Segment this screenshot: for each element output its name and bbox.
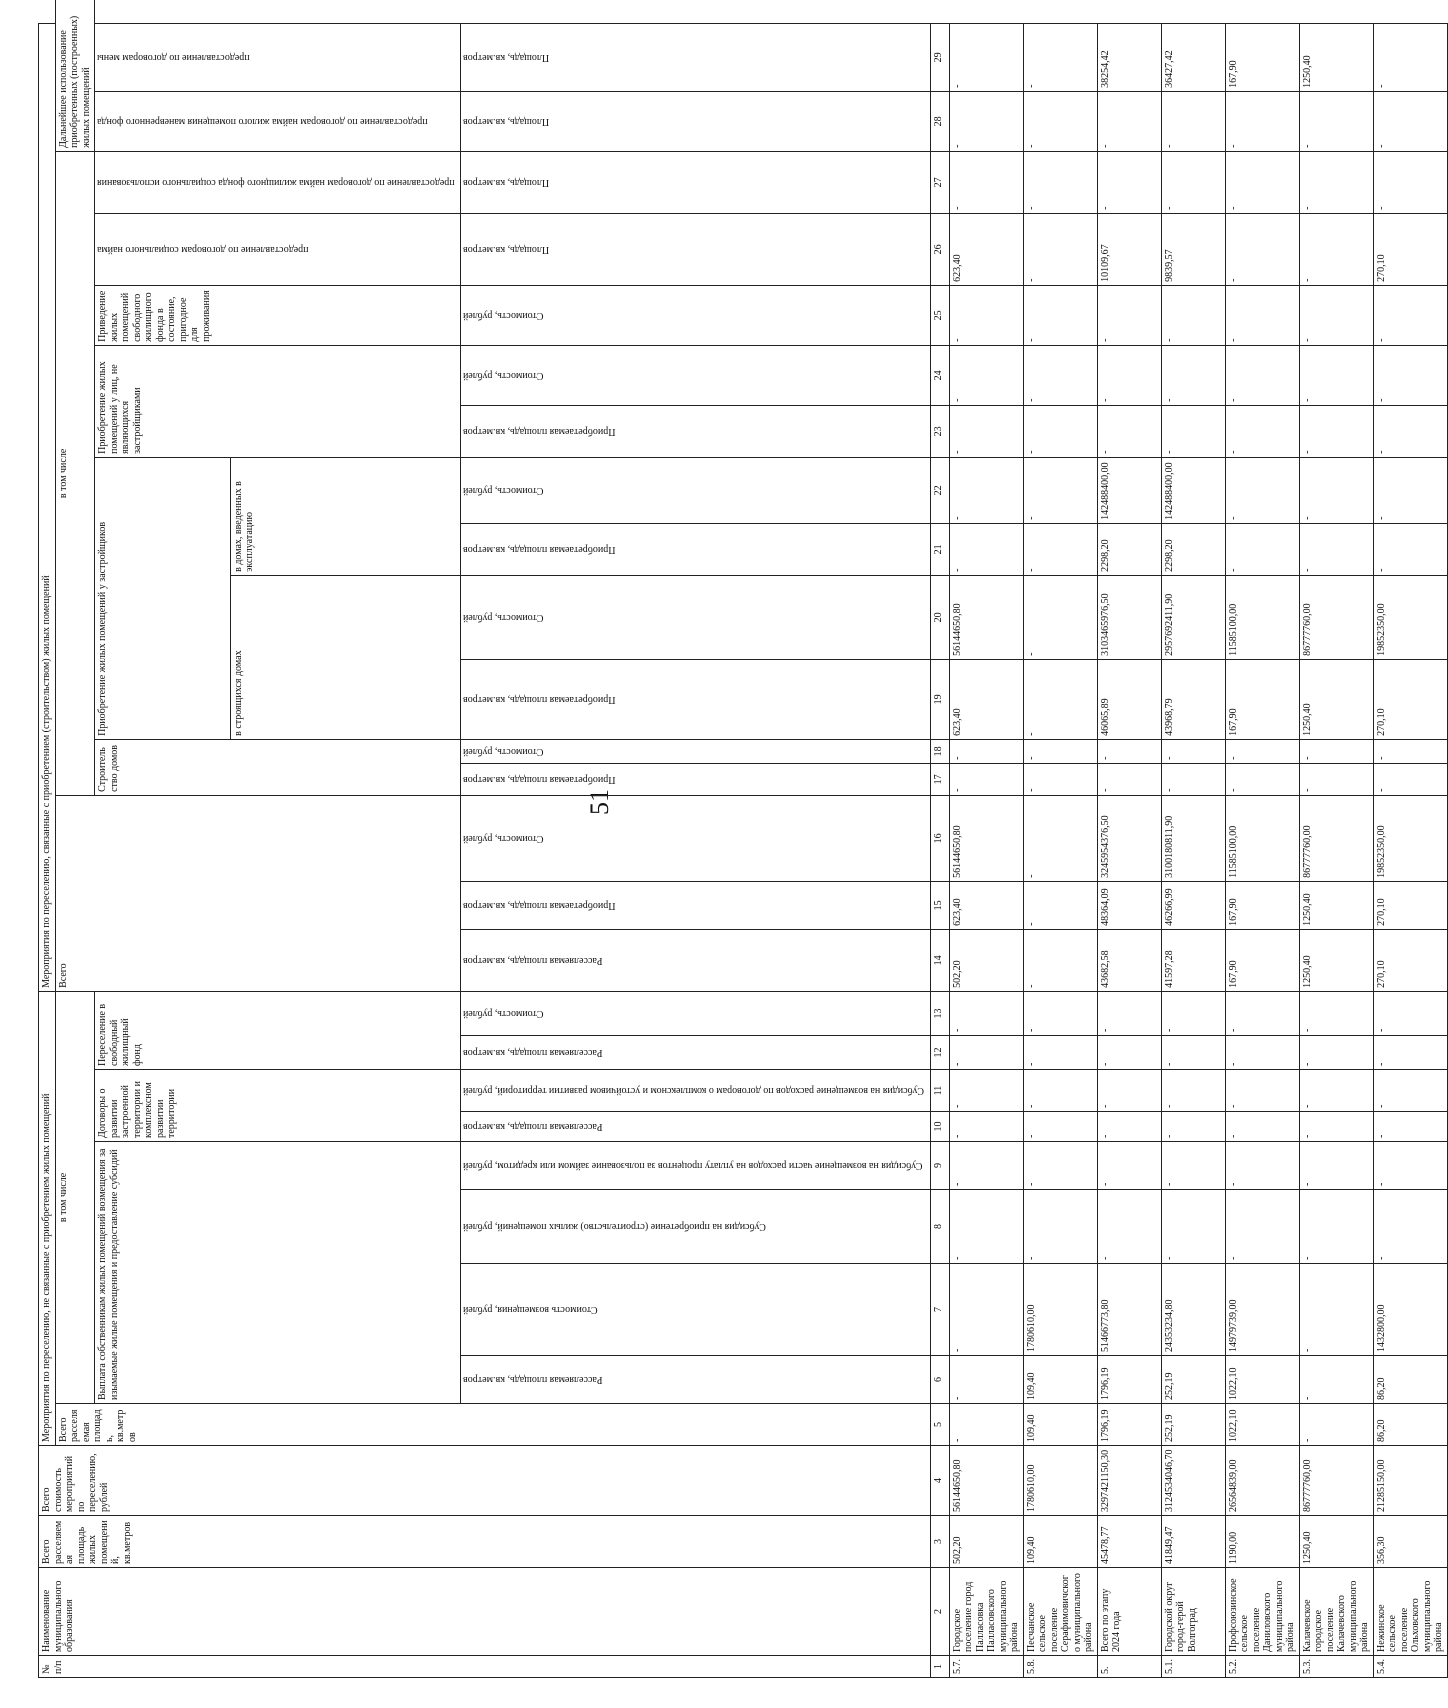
table-cell: - — [1161, 991, 1225, 1035]
table-cell: - — [1299, 1190, 1373, 1264]
table-cell: - — [1225, 739, 1299, 763]
table-cell: - — [949, 285, 1023, 345]
table-row — [1299, 0, 1373, 1678]
column-number: 4 — [930, 1446, 949, 1516]
table-cell: - — [1373, 457, 1447, 523]
table-cell: - — [1161, 763, 1225, 795]
table-cell: - — [1299, 345, 1373, 405]
table-cell: 11585100,00 — [1225, 795, 1299, 881]
table-cell: 45478,77 — [1097, 1516, 1161, 1568]
table-cell: 56144650,80 — [949, 1446, 1023, 1516]
header-u27: предоставление по договорам найма жилищного фонда социального использования — [95, 151, 461, 213]
subheader-c8: Субсидия на приобретение (строительство) жилых помещений, рублей — [461, 1190, 930, 1264]
page-number: 51 — [585, 789, 614, 815]
column-number: 8 — [930, 1190, 949, 1264]
header-u29: предоставление по договорам мены — [95, 23, 461, 91]
table-cell: - — [949, 1404, 1023, 1446]
header-name: Наименование муниципального образования — [39, 1568, 931, 1656]
table-cell: - — [1299, 405, 1373, 457]
header-group-purchase: Мероприятия по переселению, связанные с приобретением (строительством) жилых помещений — [39, 23, 56, 991]
table-cell: - — [1161, 91, 1225, 151]
subheader-c16: Стоимость, рублей — [461, 795, 930, 881]
table-cell: 252,19 — [1161, 1356, 1225, 1404]
table-cell: 1022,10 — [1225, 1356, 1299, 1404]
table-cell: 1250,40 — [1299, 23, 1373, 91]
table-cell: 56144650,80 — [949, 795, 1023, 881]
column-number: 15 — [930, 881, 949, 929]
table-cell: 41849,47 — [1161, 1516, 1225, 1568]
table-cell: 142488400,00 — [1097, 457, 1161, 523]
header-p-total: Всего — [55, 795, 461, 991]
table-cell: 270,10 — [1373, 659, 1447, 739]
table-cell: - — [1097, 1112, 1161, 1142]
table-row — [1023, 0, 1097, 1678]
table-cell: - — [1097, 739, 1161, 763]
subheader-c10: Расселяемая площадь, кв.метров — [461, 1112, 930, 1142]
table-cell: - — [1225, 1190, 1299, 1264]
column-number: 7 — [930, 1264, 949, 1356]
header-from-developers: Приобретение жилых помещений у застройщиков — [95, 457, 231, 739]
table-cell: - — [1023, 345, 1097, 405]
subheader-c26: Площадь, кв.метров — [461, 213, 930, 285]
table-cell: 167,90 — [1225, 929, 1299, 991]
table-cell: - — [1023, 881, 1097, 929]
table-cell: - — [1023, 23, 1097, 91]
header-num: № п/п — [39, 1656, 931, 1678]
table-row — [949, 0, 1023, 1678]
table-cell: - — [1161, 1142, 1225, 1190]
table-cell: - — [949, 523, 1023, 575]
subheader-c28: Площадь, кв.метров — [461, 91, 930, 151]
table-cell: - — [1023, 405, 1097, 457]
column-number: 23 — [930, 405, 949, 457]
table-cell: - — [1097, 1190, 1161, 1264]
column-number: 10 — [930, 1112, 949, 1142]
table-cell: 502,20 — [949, 1516, 1023, 1568]
table-cell: 1022,10 — [1225, 1404, 1299, 1446]
table-cell: - — [1299, 285, 1373, 345]
table-cell: - — [1023, 1142, 1097, 1190]
column-number: 3 — [930, 1516, 949, 1568]
column-number: 17 — [930, 763, 949, 795]
table-cell: - — [1299, 1070, 1373, 1112]
table-cell: 48364,09 — [1097, 881, 1161, 929]
row-number: 5.8. — [1023, 1656, 1097, 1678]
table-cell: 109,40 — [1023, 1356, 1097, 1404]
row-number: 5.3. — [1299, 1656, 1373, 1678]
table-cell: 38254,42 — [1097, 23, 1161, 91]
table-cell: - — [1023, 575, 1097, 659]
table-cell: - — [1373, 91, 1447, 151]
column-number: 28 — [930, 91, 949, 151]
table-cell: - — [1023, 659, 1097, 739]
table-cell: 3245954376,50 — [1097, 795, 1161, 881]
header-payout: Выплата собственникам жилых помещений возмещения за изымаемые жилые помещения и предоставление субсидий — [95, 1142, 461, 1404]
table-cell: 2298,20 — [1097, 523, 1161, 575]
row-number: 5. — [1097, 1656, 1161, 1678]
row-number: 5.4. — [1373, 1656, 1447, 1678]
column-number: 6 — [930, 1356, 949, 1404]
table-cell: - — [1373, 763, 1447, 795]
table-cell: - — [1097, 1036, 1161, 1070]
table-cell: 36427,42 — [1161, 23, 1225, 91]
table-cell: - — [1299, 991, 1373, 1035]
table-cell: - — [1225, 213, 1299, 285]
municipality-name: Городской округ город-герой Волгоград — [1161, 1568, 1225, 1656]
header-from-non-dev: Приобретение жилых помещений у лиц, не являющихся застройщиками — [95, 345, 461, 457]
table-cell: 9839,57 — [1161, 213, 1225, 285]
table-cell: - — [1161, 1112, 1225, 1142]
table-cell: - — [1373, 1112, 1447, 1142]
table-cell: 46065,89 — [1097, 659, 1161, 739]
table-cell: - — [1225, 523, 1299, 575]
table-cell: - — [1373, 151, 1447, 213]
table-cell: - — [1023, 151, 1097, 213]
table-cell: 43682,58 — [1097, 929, 1161, 991]
table-cell: - — [1023, 929, 1097, 991]
table-cell: - — [1097, 991, 1161, 1035]
table-cell: 86777760,00 — [1299, 1446, 1373, 1516]
column-number: 18 — [930, 739, 949, 763]
table-cell: 109,40 — [1023, 1516, 1097, 1568]
subheader-c12: Расселяемая площадь, кв.метров — [461, 1036, 930, 1070]
table-cell: - — [1299, 213, 1373, 285]
header-further-use: Дальнейшее использование приобретенных (построенных) жилых помещений — [55, 0, 95, 151]
table-cell: 1796,19 — [1097, 1356, 1161, 1404]
table-cell: 1250,40 — [1299, 929, 1373, 991]
table-cell: 19852350,00 — [1373, 575, 1447, 659]
subheader-c22: Стоимость, рублей — [461, 457, 930, 523]
table-cell: - — [1299, 91, 1373, 151]
table-cell: 26564839,00 — [1225, 1446, 1299, 1516]
table-cell: - — [1373, 285, 1447, 345]
table-body — [949, 0, 1447, 1678]
header-total-cost: Всего стоимость мероприятий по переселению, рублей — [39, 1446, 931, 1516]
table-cell: - — [1225, 1036, 1299, 1070]
table-cell: 21285150,00 — [1373, 1446, 1447, 1516]
table-cell: - — [949, 739, 1023, 763]
table-cell: - — [1161, 405, 1225, 457]
table-cell: - — [1373, 1190, 1447, 1264]
header-bringing: Приведение жилых помещений свободного жилищного фонда в состояние, пригодное для проживания — [95, 285, 461, 345]
table-cell: - — [949, 1070, 1023, 1112]
table-cell: 3297421150,30 — [1097, 1446, 1161, 1516]
table-cell: 167,90 — [1225, 23, 1299, 91]
column-number: 22 — [930, 457, 949, 523]
row-number: 5.7. — [949, 1656, 1023, 1678]
table-cell: - — [949, 1190, 1023, 1264]
table-cell: 3124534046,70 — [1161, 1446, 1225, 1516]
header-commissioned: в домах, введенных в эксплуатацию — [230, 457, 460, 575]
subheader-c18: Стоимость, рублей — [461, 739, 930, 763]
table-cell: - — [949, 1356, 1023, 1404]
table-cell: 86,20 — [1373, 1404, 1447, 1446]
table-cell: - — [1161, 1190, 1225, 1264]
table-cell: - — [949, 457, 1023, 523]
column-number: 20 — [930, 575, 949, 659]
column-number: 13 — [930, 991, 949, 1035]
column-number: 24 — [930, 345, 949, 405]
subheader-c25: Стоимость, рублей — [461, 285, 930, 345]
header-u28: предоставление по договорам найма жилого помещения маневренного фонда — [95, 91, 461, 151]
table-cell: 252,19 — [1161, 1404, 1225, 1446]
table-cell: - — [1299, 1142, 1373, 1190]
table-cell: 142488400,00 — [1161, 457, 1225, 523]
table-cell: - — [949, 91, 1023, 151]
table-cell: - — [1299, 151, 1373, 213]
header-np-total: Всего расселяемая площадь, кв.метров — [55, 1404, 930, 1446]
table-cell: - — [1023, 1036, 1097, 1070]
resettlement-table — [38, 0, 1448, 1678]
table-cell: 86777760,00 — [1299, 795, 1373, 881]
table-cell: - — [1373, 345, 1447, 405]
table-cell: - — [949, 763, 1023, 795]
header-construction: Строительство домов — [95, 739, 461, 795]
table-cell: - — [1225, 405, 1299, 457]
column-number: 16 — [930, 795, 949, 881]
table-cell: - — [949, 23, 1023, 91]
table-cell: - — [1023, 523, 1097, 575]
table-cell: - — [1097, 1142, 1161, 1190]
column-number: 25 — [930, 285, 949, 345]
table-cell: - — [1373, 1142, 1447, 1190]
table-cell: - — [1299, 1404, 1373, 1446]
subheader-c27: Площадь, кв.метров — [461, 151, 930, 213]
table-cell: - — [1023, 991, 1097, 1035]
table-cell: 270,10 — [1373, 929, 1447, 991]
table-cell: - — [1373, 991, 1447, 1035]
table-cell: - — [1225, 457, 1299, 523]
subheader-c7: Стоимость возмещения, рублей — [461, 1264, 930, 1356]
table-cell: - — [1225, 151, 1299, 213]
table-cell: - — [1097, 345, 1161, 405]
column-number: 5 — [930, 1404, 949, 1446]
table-cell: 24353234,80 — [1161, 1264, 1225, 1356]
table-cell: 167,90 — [1225, 881, 1299, 929]
table-cell: - — [1373, 23, 1447, 91]
table-row — [1161, 0, 1225, 1678]
table-cell: 270,10 — [1373, 213, 1447, 285]
row-number: 5.1. — [1161, 1656, 1225, 1678]
column-number: 14 — [930, 929, 949, 991]
subheader-c15: Приобретаемая площадь, кв.метров — [461, 881, 930, 929]
table-cell: - — [1161, 739, 1225, 763]
table-cell: 43968,79 — [1161, 659, 1225, 739]
table-cell: - — [1023, 739, 1097, 763]
header-contracts: Договоры о развитии застроенной территории и комплексном развитии территории — [95, 1070, 461, 1142]
municipality-name: Песчанское сельское поселение Серафимовичского муниципального района — [1023, 1568, 1097, 1656]
column-number: 26 — [930, 213, 949, 285]
table-cell: 86777760,00 — [1299, 575, 1373, 659]
table-cell: 1796,19 — [1097, 1404, 1161, 1446]
table-cell: - — [1225, 991, 1299, 1035]
column-number: 2 — [930, 1568, 949, 1656]
table-cell: 10109,67 — [1097, 213, 1161, 285]
column-numbers — [930, 0, 949, 1678]
table-cell: 1780610,00 — [1023, 1446, 1097, 1516]
table-cell: 51466773,80 — [1097, 1264, 1161, 1356]
table-cell: 270,10 — [1373, 881, 1447, 929]
table-cell: 623,40 — [949, 213, 1023, 285]
subheader-c24: Стоимость, рублей — [461, 345, 930, 405]
table-cell: 19852350,00 — [1373, 795, 1447, 881]
table-cell: - — [1023, 795, 1097, 881]
table-row — [1225, 0, 1299, 1678]
subheader-c17: Приобретаемая площадь, кв.метров — [461, 763, 930, 795]
header-under-construction: в строящихся домах — [230, 575, 460, 739]
subheader-c11: Субсидия на возмещение расходов по договорам о комплексном и устойчивом развитии территорий, рублей — [461, 1070, 930, 1112]
table-cell: - — [1225, 1070, 1299, 1112]
table-cell: - — [949, 1264, 1023, 1356]
table-cell: 623,40 — [949, 659, 1023, 739]
table-cell: - — [1299, 457, 1373, 523]
table-cell: 11585100,00 — [1225, 575, 1299, 659]
table-cell: - — [1097, 91, 1161, 151]
header-group-not-purchase: Мероприятия по переселению, не связанные с приобретением жилых помещений — [39, 991, 56, 1445]
table-cell: - — [949, 991, 1023, 1035]
table-cell: - — [1097, 151, 1161, 213]
column-number-row — [930, 0, 949, 1678]
table-cell: - — [1097, 763, 1161, 795]
table-row — [1097, 0, 1161, 1678]
table-cell: - — [1023, 763, 1097, 795]
table-cell: 1250,40 — [1299, 659, 1373, 739]
table-cell: - — [1161, 285, 1225, 345]
table-cell: - — [1161, 345, 1225, 405]
table-cell: - — [1225, 285, 1299, 345]
column-number: 21 — [930, 523, 949, 575]
column-number: 19 — [930, 659, 949, 739]
municipality-name: Городское поселение город Палласовка Палласовского муниципального района — [949, 1568, 1023, 1656]
column-number: 29 — [930, 23, 949, 91]
table-cell: 1780610,00 — [1023, 1264, 1097, 1356]
table-cell: 3103465976,50 — [1097, 575, 1161, 659]
table-cell: - — [1097, 285, 1161, 345]
table-cell: 167,90 — [1225, 659, 1299, 739]
table-cell: - — [1299, 739, 1373, 763]
table-cell: 356,30 — [1373, 1516, 1447, 1568]
table-cell: 623,40 — [949, 881, 1023, 929]
table-cell: - — [1225, 1142, 1299, 1190]
header-total-area: Всего расселяемая площадь жилых помещений, кв.метров — [39, 1516, 931, 1568]
subheader-c13: Стоимость, рублей — [461, 991, 930, 1035]
header-free-fund: Переселение в свободный жилищный фонд — [95, 991, 461, 1069]
table-cell: 109,40 — [1023, 1404, 1097, 1446]
subheader-c20: Стоимость, рублей — [461, 575, 930, 659]
header-including-2: в том числе — [55, 151, 95, 795]
header-including: в том числе — [55, 991, 95, 1403]
subheader-c19: Приобретаемая площадь, кв.метров — [461, 659, 930, 739]
table-cell: - — [1023, 213, 1097, 285]
subheader-c23: Приобретаемая площадь, кв.метров — [461, 405, 930, 457]
table-cell: - — [1161, 151, 1225, 213]
table-cell: - — [1023, 1190, 1097, 1264]
table-cell: - — [1373, 405, 1447, 457]
table-cell: - — [1161, 1070, 1225, 1112]
table-cell: - — [949, 1112, 1023, 1142]
table-cell: - — [1299, 1036, 1373, 1070]
table-cell: - — [949, 1142, 1023, 1190]
table-cell: 1250,40 — [1299, 1516, 1373, 1568]
subheader-c21: Приобретаемая площадь, кв.метров — [461, 523, 930, 575]
table-cell: - — [1299, 1112, 1373, 1142]
column-number: 11 — [930, 1070, 949, 1112]
subheader-c14: Расселяемая площадь, кв.метров — [461, 929, 930, 991]
table-cell: 14979739,00 — [1225, 1264, 1299, 1356]
table-cell: - — [1225, 763, 1299, 795]
table-cell: 502,20 — [949, 929, 1023, 991]
municipality-name: Нежинское сельское поселение Ольховского муниципального района — [1373, 1568, 1447, 1656]
table-cell: - — [1023, 1112, 1097, 1142]
table-cell: - — [1161, 1036, 1225, 1070]
table-cell: - — [1023, 457, 1097, 523]
table-cell: - — [1023, 91, 1097, 151]
column-number: 9 — [930, 1142, 949, 1190]
table-cell: 3100180811,90 — [1161, 795, 1225, 881]
table-cell: 86,20 — [1373, 1356, 1447, 1404]
column-number: 12 — [930, 1036, 949, 1070]
municipality-name: Профсоюзинское сельское поселение Даниловского муниципального района — [1225, 1568, 1299, 1656]
table-cell: - — [1373, 739, 1447, 763]
municipality-name: Всего по этапу 2024 года — [1097, 1568, 1161, 1656]
header-u26: предоставление по договорам социального найма — [95, 213, 461, 285]
subheader-c9: Субсидия на возмещение части расходов на уплату процентов за пользование займом или кредитом, рублей — [461, 1142, 930, 1190]
table-cell: - — [1225, 1112, 1299, 1142]
table-cell: 1432800,00 — [1373, 1264, 1447, 1356]
table-cell: - — [1299, 1356, 1373, 1404]
table-cell: - — [1023, 1070, 1097, 1112]
table-cell: - — [1023, 285, 1097, 345]
table-cell: - — [1097, 1070, 1161, 1112]
table-cell: - — [1373, 1070, 1447, 1112]
table-cell: 1190,00 — [1225, 1516, 1299, 1568]
table-cell: - — [1299, 1264, 1373, 1356]
table-cell: - — [949, 405, 1023, 457]
table-cell: 41597,28 — [1161, 929, 1225, 991]
table-cell: - — [949, 345, 1023, 405]
table-cell: 1250,40 — [1299, 881, 1373, 929]
table-cell: - — [949, 1036, 1023, 1070]
table-cell: - — [1299, 523, 1373, 575]
column-number: 27 — [930, 151, 949, 213]
table-cell: - — [1097, 405, 1161, 457]
table-cell: - — [1373, 1036, 1447, 1070]
table-cell: - — [1225, 91, 1299, 151]
subheader-c29: Площадь, кв.метров — [461, 23, 930, 91]
table-cell: - — [949, 151, 1023, 213]
municipality-name: Калачевское городское поселение Калачевского муниципального района — [1299, 1568, 1373, 1656]
table-row — [1373, 0, 1447, 1678]
table-cell: 2298,20 — [1161, 523, 1225, 575]
subheader-c6: Расселяемая площадь, кв.метров — [461, 1356, 930, 1404]
column-number: 1 — [930, 1656, 949, 1678]
table-cell: 56144650,80 — [949, 575, 1023, 659]
table-cell: - — [1373, 523, 1447, 575]
row-number: 5.2. — [1225, 1656, 1299, 1678]
table-cell: 46266,99 — [1161, 881, 1225, 929]
table-cell: - — [1225, 345, 1299, 405]
table-cell: - — [1299, 763, 1373, 795]
table-cell: 2957692411,90 — [1161, 575, 1225, 659]
